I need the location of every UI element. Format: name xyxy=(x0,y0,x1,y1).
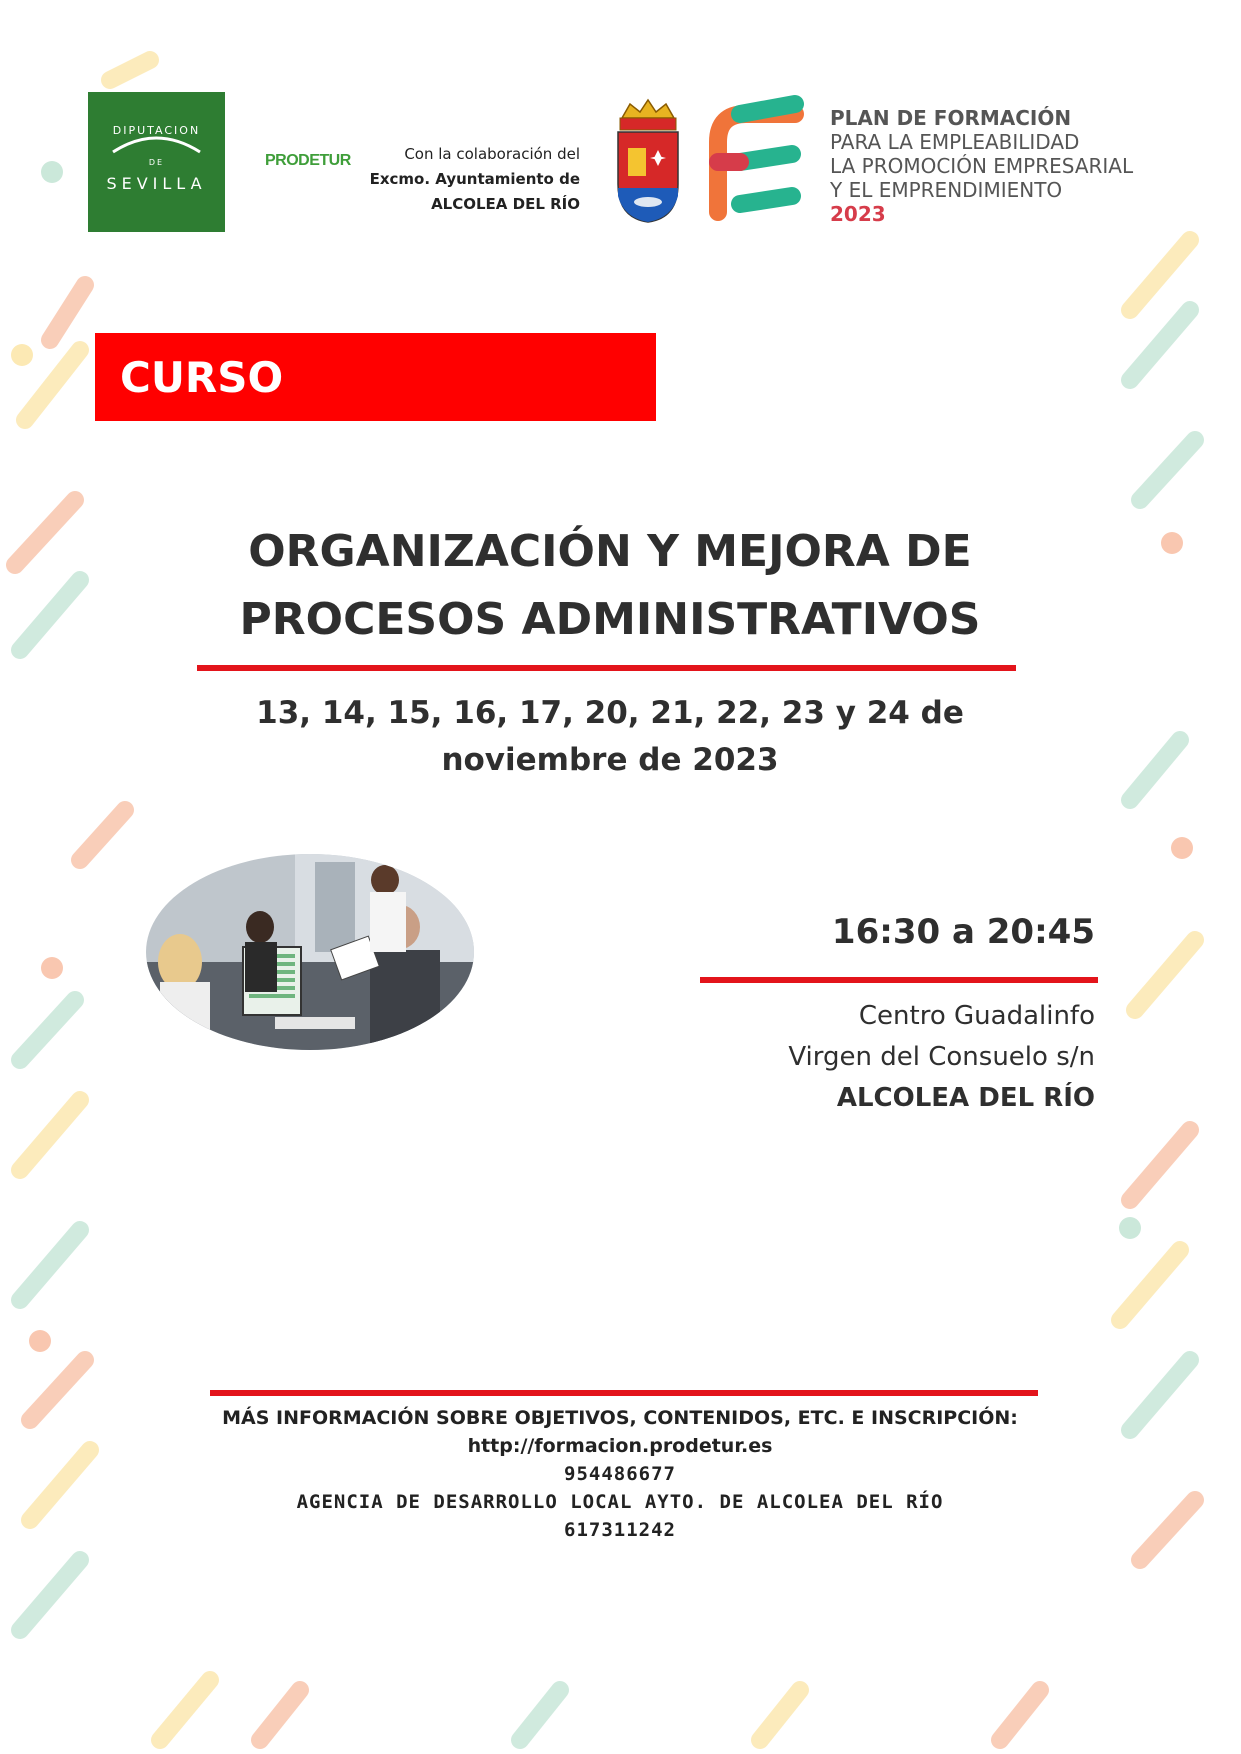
coat-of-arms-icon xyxy=(612,96,684,224)
plan-year: 2023 xyxy=(830,202,886,226)
colaboracion-line3: ALCOLEA DEL RÍO xyxy=(431,195,580,213)
plan-formacion-text xyxy=(830,106,1133,226)
course-label-banner xyxy=(95,333,656,421)
prodetur-logo: PRODETUR xyxy=(265,152,351,169)
diputacion-sevilla-logo xyxy=(88,92,225,232)
info-phone-2: 617311242 xyxy=(564,1519,676,1541)
info-divider xyxy=(210,1390,1038,1396)
diputacion-logo-line2: DE xyxy=(148,158,165,167)
location-line1: Centro Guadalinfo xyxy=(858,1001,1095,1031)
info-heading: MÁS INFORMACIÓN SOBRE OBJETIVOS, CONTENIDOS, ETC. E INSCRIPCIÓN: xyxy=(222,1407,1018,1429)
colaboracion-block xyxy=(330,142,580,217)
diputacion-logo-line3: SEVILLA xyxy=(106,174,207,193)
plan-formacion-logo-icon xyxy=(700,92,810,232)
course-dates-line1: 13, 14, 15, 16, 17, 20, 21, 22, 23 y 24 de xyxy=(256,695,964,731)
course-location xyxy=(700,996,1095,1119)
plan-line4: Y EL EMPRENDIMIENTO xyxy=(830,178,1063,202)
course-dates-line2: noviembre de 2023 xyxy=(441,742,779,778)
info-agency: AGENCIA DE DESARROLLO LOCAL AYTO. DE ALCOLEA DEL RÍO xyxy=(296,1491,944,1513)
plan-line3: LA PROMOCIÓN EMPRESARIAL xyxy=(830,154,1134,178)
info-url-link[interactable]: http://formacion.prodetur.es xyxy=(467,1435,773,1457)
course-schedule: 16:30 a 20:45 xyxy=(831,912,1095,952)
title-divider xyxy=(197,665,1016,671)
course-title xyxy=(120,518,1100,654)
location-line3: ALCOLEA DEL RÍO xyxy=(836,1083,1095,1113)
office-workers-photo xyxy=(145,852,475,1052)
plan-line2: PARA LA EMPLEABILIDAD xyxy=(830,130,1080,154)
plan-line1: PLAN DE FORMACIÓN xyxy=(830,106,1072,130)
course-title-line2: PROCESOS ADMINISTRATIVOS xyxy=(239,594,981,645)
course-dates xyxy=(170,690,1050,784)
schedule-divider xyxy=(700,977,1098,983)
colaboracion-line1: Con la colaboración del xyxy=(404,145,580,163)
colaboracion-line2: Excmo. Ayuntamiento de xyxy=(369,170,580,188)
info-block xyxy=(180,1404,1060,1544)
course-title-line1: ORGANIZACIÓN Y MEJORA DE xyxy=(248,526,972,577)
course-label: CURSO xyxy=(120,353,284,402)
info-phone-1: 954486677 xyxy=(564,1463,676,1485)
location-line2: Virgen del Consuelo s/n xyxy=(788,1042,1095,1072)
diputacion-logo-line1: DIPUTACION xyxy=(112,124,201,137)
